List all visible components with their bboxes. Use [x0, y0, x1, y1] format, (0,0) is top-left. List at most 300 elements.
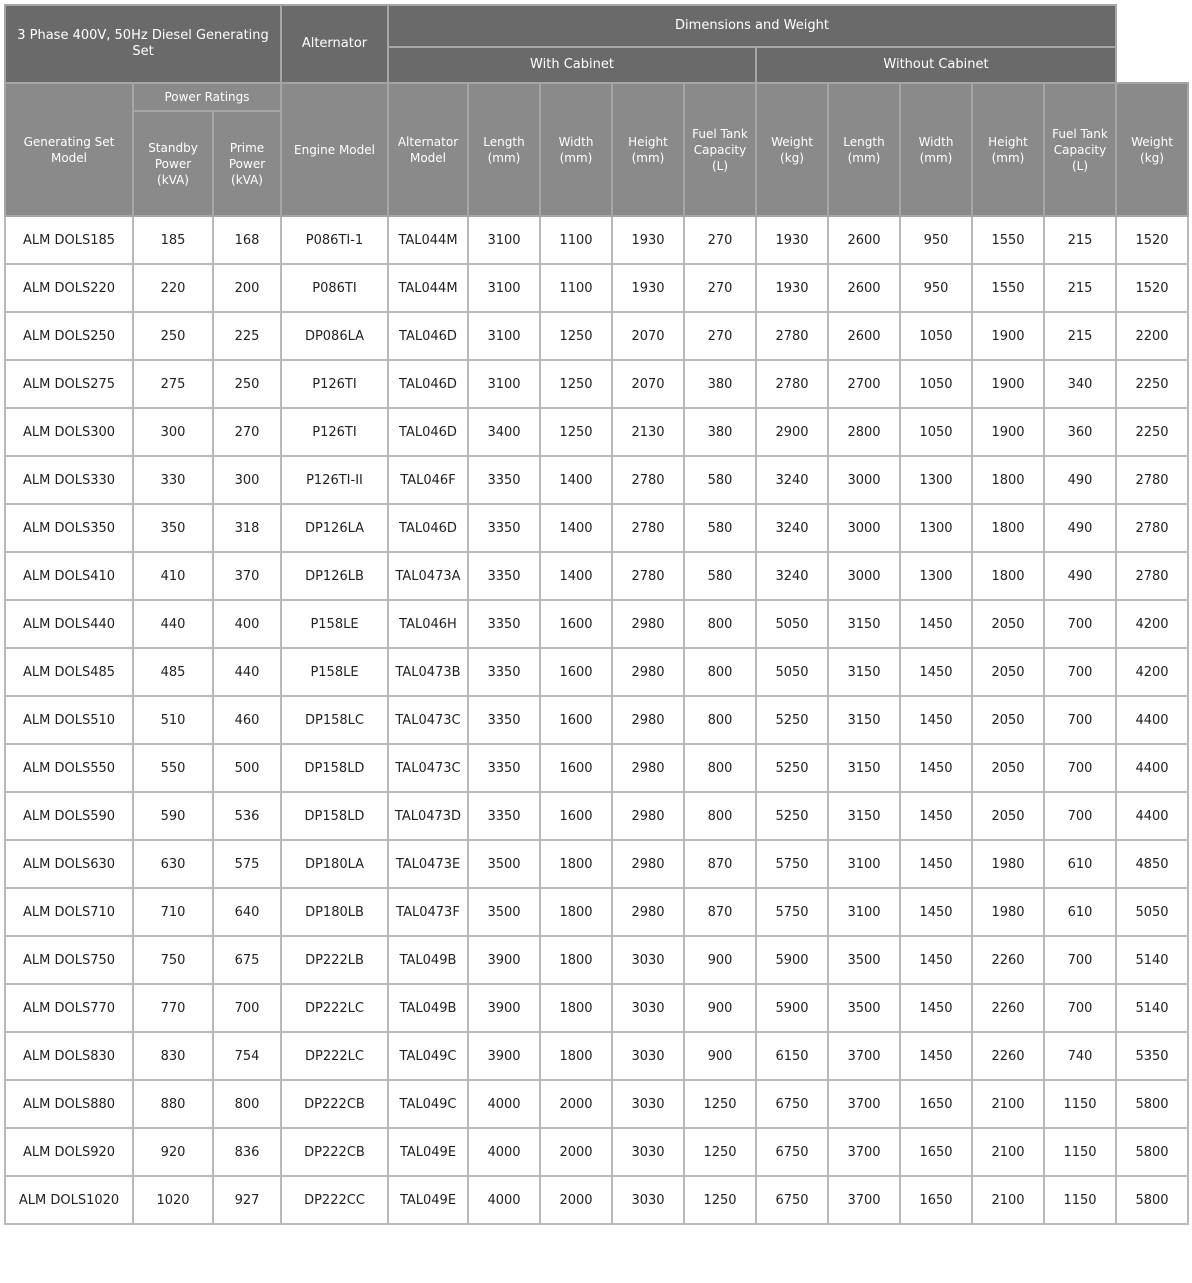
cell-weight-cab: 6150 [756, 1032, 828, 1080]
cell-engine-model: DP222CB [281, 1128, 388, 1176]
cell-weight-cab: 3240 [756, 456, 828, 504]
cell-model: ALM DOLS485 [5, 648, 133, 696]
cell-fuel-nocab: 610 [1044, 888, 1116, 936]
cell-length-nocab: 3000 [828, 552, 900, 600]
table-row [5, 360, 1188, 408]
cell-width-cab: 1800 [540, 840, 612, 888]
cell-engine-model: P086TI-1 [281, 216, 388, 264]
cell-prime-power: 370 [213, 552, 281, 600]
cell-engine-model: P158LE [281, 600, 388, 648]
cell-weight-nocab: 4400 [1116, 696, 1188, 744]
cell-width-cab: 2000 [540, 1080, 612, 1128]
cell-weight-nocab: 2250 [1116, 360, 1188, 408]
col-header-length-nocab: Length (mm) [828, 83, 900, 216]
cell-model: ALM DOLS185 [5, 216, 133, 264]
cell-fuel-cab: 1250 [684, 1128, 756, 1176]
cell-alternator-model: TAL046D [388, 504, 468, 552]
cell-height-nocab: 1800 [972, 456, 1044, 504]
cell-model: ALM DOLS300 [5, 408, 133, 456]
cell-height-cab: 2980 [612, 888, 684, 936]
table-row [5, 1128, 1188, 1176]
cell-length-cab: 3400 [468, 408, 540, 456]
cell-engine-model: DP126LB [281, 552, 388, 600]
cell-weight-nocab: 5800 [1116, 1128, 1188, 1176]
cell-width-nocab: 1450 [900, 840, 972, 888]
cell-height-nocab: 2050 [972, 696, 1044, 744]
cell-weight-nocab: 1520 [1116, 216, 1188, 264]
cell-length-nocab: 2600 [828, 216, 900, 264]
cell-standby-power: 485 [133, 648, 213, 696]
cell-standby-power: 510 [133, 696, 213, 744]
dimensions-weight-header: Dimensions and Weight [388, 5, 1116, 47]
cell-height-cab: 3030 [612, 1032, 684, 1080]
cell-fuel-nocab: 215 [1044, 312, 1116, 360]
cell-height-nocab: 2050 [972, 744, 1044, 792]
cell-standby-power: 275 [133, 360, 213, 408]
cell-model: ALM DOLS275 [5, 360, 133, 408]
cell-weight-nocab: 5800 [1116, 1080, 1188, 1128]
cell-length-nocab: 2800 [828, 408, 900, 456]
cell-width-cab: 1800 [540, 984, 612, 1032]
cell-alternator-model: TAL0473A [388, 552, 468, 600]
cell-height-nocab: 2100 [972, 1128, 1044, 1176]
cell-length-nocab: 3500 [828, 984, 900, 1032]
table-row [5, 552, 1188, 600]
table-header [5, 5, 1188, 216]
table-title: 3 Phase 400V, 50Hz Diesel Generating Set [5, 5, 281, 83]
cell-prime-power: 225 [213, 312, 281, 360]
cell-fuel-cab: 270 [684, 264, 756, 312]
cell-height-cab: 2980 [612, 792, 684, 840]
cell-weight-cab: 6750 [756, 1128, 828, 1176]
cell-fuel-cab: 380 [684, 408, 756, 456]
cell-width-nocab: 1050 [900, 312, 972, 360]
cell-engine-model: P126TI [281, 408, 388, 456]
cell-width-cab: 2000 [540, 1128, 612, 1176]
cell-weight-nocab: 2780 [1116, 552, 1188, 600]
cell-width-nocab: 1300 [900, 456, 972, 504]
cell-weight-cab: 5250 [756, 696, 828, 744]
cell-height-cab: 3030 [612, 984, 684, 1032]
cell-model: ALM DOLS630 [5, 840, 133, 888]
cell-weight-nocab: 4850 [1116, 840, 1188, 888]
cell-engine-model: DP222LB [281, 936, 388, 984]
cell-alternator-model: TAL044M [388, 216, 468, 264]
cell-length-cab: 3900 [468, 984, 540, 1032]
cell-model: ALM DOLS410 [5, 552, 133, 600]
cell-model: ALM DOLS750 [5, 936, 133, 984]
power-ratings-header: Power Ratings [133, 83, 281, 111]
cell-engine-model: DP222LC [281, 984, 388, 1032]
cell-model: ALM DOLS550 [5, 744, 133, 792]
table-row [5, 600, 1188, 648]
cell-weight-cab: 2780 [756, 360, 828, 408]
cell-length-cab: 3350 [468, 696, 540, 744]
cell-weight-cab: 5050 [756, 648, 828, 696]
cell-height-cab: 3030 [612, 1080, 684, 1128]
cell-alternator-model: TAL0473C [388, 744, 468, 792]
cell-standby-power: 590 [133, 792, 213, 840]
cell-height-nocab: 2100 [972, 1176, 1044, 1224]
cell-weight-nocab: 4200 [1116, 648, 1188, 696]
cell-fuel-cab: 800 [684, 648, 756, 696]
cell-height-cab: 2780 [612, 456, 684, 504]
cell-height-cab: 2070 [612, 312, 684, 360]
cell-width-cab: 2000 [540, 1176, 612, 1224]
col-header-width-nocab: Width (mm) [900, 83, 972, 216]
cell-weight-nocab: 5050 [1116, 888, 1188, 936]
cell-length-cab: 4000 [468, 1176, 540, 1224]
col-header-length-cab: Length (mm) [468, 83, 540, 216]
cell-length-nocab: 3700 [828, 1176, 900, 1224]
cell-width-cab: 1600 [540, 792, 612, 840]
cell-fuel-nocab: 1150 [1044, 1128, 1116, 1176]
cell-standby-power: 250 [133, 312, 213, 360]
cell-width-nocab: 1650 [900, 1176, 972, 1224]
cell-height-cab: 2980 [612, 696, 684, 744]
cell-weight-nocab: 4400 [1116, 792, 1188, 840]
cell-alternator-model: TAL046D [388, 360, 468, 408]
cell-model: ALM DOLS710 [5, 888, 133, 936]
cell-width-cab: 1600 [540, 744, 612, 792]
cell-alternator-model: TAL049C [388, 1032, 468, 1080]
cell-prime-power: 270 [213, 408, 281, 456]
cell-length-nocab: 3700 [828, 1128, 900, 1176]
cell-width-nocab: 1450 [900, 984, 972, 1032]
cell-fuel-nocab: 700 [1044, 648, 1116, 696]
cell-prime-power: 836 [213, 1128, 281, 1176]
cell-weight-nocab: 2780 [1116, 504, 1188, 552]
cell-standby-power: 350 [133, 504, 213, 552]
cell-length-cab: 3900 [468, 1032, 540, 1080]
table-row [5, 888, 1188, 936]
cell-width-cab: 1100 [540, 216, 612, 264]
table-row [5, 408, 1188, 456]
cell-standby-power: 330 [133, 456, 213, 504]
cell-alternator-model: TAL0473F [388, 888, 468, 936]
cell-model: ALM DOLS590 [5, 792, 133, 840]
cell-standby-power: 770 [133, 984, 213, 1032]
cell-length-cab: 3350 [468, 648, 540, 696]
cell-model: ALM DOLS250 [5, 312, 133, 360]
cell-model: ALM DOLS920 [5, 1128, 133, 1176]
col-header-height-cab: Height (mm) [612, 83, 684, 216]
col-header-weight-cab: Weight (kg) [756, 83, 828, 216]
cell-length-cab: 3100 [468, 360, 540, 408]
cell-fuel-nocab: 700 [1044, 696, 1116, 744]
cell-width-cab: 1600 [540, 696, 612, 744]
cell-weight-nocab: 5140 [1116, 984, 1188, 1032]
cell-length-cab: 3500 [468, 888, 540, 936]
cell-fuel-cab: 270 [684, 312, 756, 360]
cell-engine-model: DP180LA [281, 840, 388, 888]
cell-standby-power: 550 [133, 744, 213, 792]
cell-weight-cab: 5050 [756, 600, 828, 648]
cell-weight-cab: 2900 [756, 408, 828, 456]
cell-fuel-cab: 380 [684, 360, 756, 408]
cell-weight-nocab: 4200 [1116, 600, 1188, 648]
cell-prime-power: 675 [213, 936, 281, 984]
table-row [5, 264, 1188, 312]
cell-height-nocab: 2050 [972, 600, 1044, 648]
cell-prime-power: 200 [213, 264, 281, 312]
with-cabinet-header: With Cabinet [388, 47, 756, 83]
cell-standby-power: 710 [133, 888, 213, 936]
cell-width-nocab: 1450 [900, 888, 972, 936]
cell-engine-model: DP086LA [281, 312, 388, 360]
cell-length-nocab: 3000 [828, 504, 900, 552]
cell-prime-power: 400 [213, 600, 281, 648]
cell-prime-power: 300 [213, 456, 281, 504]
cell-fuel-cab: 800 [684, 600, 756, 648]
table-row [5, 984, 1188, 1032]
cell-length-nocab: 3150 [828, 744, 900, 792]
cell-width-nocab: 1050 [900, 408, 972, 456]
cell-width-nocab: 950 [900, 264, 972, 312]
cell-weight-cab: 3240 [756, 504, 828, 552]
cell-height-nocab: 2050 [972, 792, 1044, 840]
cell-fuel-cab: 1250 [684, 1176, 756, 1224]
cell-fuel-cab: 800 [684, 792, 756, 840]
cell-length-cab: 3350 [468, 744, 540, 792]
cell-model: ALM DOLS510 [5, 696, 133, 744]
cell-height-nocab: 1900 [972, 408, 1044, 456]
cell-width-nocab: 1450 [900, 696, 972, 744]
cell-length-nocab: 3000 [828, 456, 900, 504]
cell-height-cab: 1930 [612, 264, 684, 312]
cell-width-cab: 1800 [540, 936, 612, 984]
cell-fuel-nocab: 700 [1044, 936, 1116, 984]
cell-width-nocab: 1300 [900, 552, 972, 600]
cell-alternator-model: TAL046D [388, 408, 468, 456]
cell-model: ALM DOLS350 [5, 504, 133, 552]
cell-width-cab: 1400 [540, 552, 612, 600]
cell-engine-model: DP158LD [281, 744, 388, 792]
cell-prime-power: 440 [213, 648, 281, 696]
cell-prime-power: 800 [213, 1080, 281, 1128]
cell-engine-model: DP222CC [281, 1176, 388, 1224]
cell-alternator-model: TAL049C [388, 1080, 468, 1128]
cell-standby-power: 880 [133, 1080, 213, 1128]
cell-model: ALM DOLS770 [5, 984, 133, 1032]
cell-engine-model: DP158LD [281, 792, 388, 840]
cell-weight-cab: 5250 [756, 792, 828, 840]
col-header-engine-model: Engine Model [281, 83, 388, 216]
cell-width-nocab: 1450 [900, 600, 972, 648]
cell-height-nocab: 1550 [972, 216, 1044, 264]
cell-weight-cab: 6750 [756, 1176, 828, 1224]
cell-fuel-nocab: 360 [1044, 408, 1116, 456]
cell-height-cab: 1930 [612, 216, 684, 264]
cell-prime-power: 460 [213, 696, 281, 744]
cell-alternator-model: TAL049B [388, 984, 468, 1032]
cell-fuel-cab: 900 [684, 1032, 756, 1080]
cell-fuel-cab: 870 [684, 840, 756, 888]
cell-height-cab: 2130 [612, 408, 684, 456]
cell-engine-model: DP158LC [281, 696, 388, 744]
table-row [5, 312, 1188, 360]
cell-model: ALM DOLS220 [5, 264, 133, 312]
cell-fuel-cab: 800 [684, 744, 756, 792]
cell-height-cab: 2780 [612, 504, 684, 552]
cell-length-nocab: 3100 [828, 888, 900, 936]
cell-fuel-cab: 870 [684, 888, 756, 936]
cell-fuel-nocab: 700 [1044, 600, 1116, 648]
cell-weight-cab: 5250 [756, 744, 828, 792]
cell-alternator-model: TAL044M [388, 264, 468, 312]
cell-width-cab: 1800 [540, 1032, 612, 1080]
cell-prime-power: 754 [213, 1032, 281, 1080]
col-header-prime: Prime Power (kVA) [213, 111, 281, 216]
cell-height-cab: 2980 [612, 648, 684, 696]
cell-fuel-cab: 900 [684, 984, 756, 1032]
cell-fuel-cab: 580 [684, 456, 756, 504]
table-row [5, 1080, 1188, 1128]
cell-width-nocab: 1450 [900, 744, 972, 792]
cell-width-nocab: 1450 [900, 936, 972, 984]
col-header-height-nocab: Height (mm) [972, 83, 1044, 216]
cell-prime-power: 168 [213, 216, 281, 264]
cell-width-cab: 1250 [540, 360, 612, 408]
cell-weight-cab: 5900 [756, 984, 828, 1032]
cell-length-cab: 3350 [468, 792, 540, 840]
table-row [5, 840, 1188, 888]
cell-height-cab: 2070 [612, 360, 684, 408]
cell-height-nocab: 1800 [972, 552, 1044, 600]
col-header-fuel-nocab: Fuel Tank Capacity (L) [1044, 83, 1116, 216]
table-body [5, 216, 1188, 1224]
cell-model: ALM DOLS440 [5, 600, 133, 648]
cell-fuel-nocab: 700 [1044, 792, 1116, 840]
cell-fuel-cab: 580 [684, 552, 756, 600]
cell-alternator-model: TAL046D [388, 312, 468, 360]
col-header-width-cab: Width (mm) [540, 83, 612, 216]
cell-alternator-model: TAL046F [388, 456, 468, 504]
cell-height-nocab: 1800 [972, 504, 1044, 552]
cell-length-cab: 4000 [468, 1080, 540, 1128]
cell-prime-power: 575 [213, 840, 281, 888]
cell-width-nocab: 1300 [900, 504, 972, 552]
cell-model: ALM DOLS1020 [5, 1176, 133, 1224]
cell-length-nocab: 3700 [828, 1080, 900, 1128]
cell-standby-power: 1020 [133, 1176, 213, 1224]
cell-weight-cab: 5750 [756, 840, 828, 888]
table-row [5, 504, 1188, 552]
cell-length-cab: 4000 [468, 1128, 540, 1176]
cell-length-cab: 3350 [468, 456, 540, 504]
cell-fuel-cab: 800 [684, 696, 756, 744]
cell-height-nocab: 2260 [972, 1032, 1044, 1080]
cell-standby-power: 830 [133, 1032, 213, 1080]
cell-alternator-model: TAL046H [388, 600, 468, 648]
cell-fuel-cab: 580 [684, 504, 756, 552]
table-row [5, 1032, 1188, 1080]
cell-length-cab: 3350 [468, 504, 540, 552]
cell-alternator-model: TAL049B [388, 936, 468, 984]
cell-standby-power: 630 [133, 840, 213, 888]
cell-model: ALM DOLS330 [5, 456, 133, 504]
cell-height-nocab: 1980 [972, 840, 1044, 888]
col-header-alternator-model: Alternator Model [388, 83, 468, 216]
col-header-fuel-cab: Fuel Tank Capacity (L) [684, 83, 756, 216]
cell-prime-power: 927 [213, 1176, 281, 1224]
cell-standby-power: 185 [133, 216, 213, 264]
cell-height-nocab: 1900 [972, 312, 1044, 360]
cell-width-nocab: 1650 [900, 1128, 972, 1176]
without-cabinet-header: Without Cabinet [756, 47, 1116, 83]
cell-engine-model: P126TI-II [281, 456, 388, 504]
cell-width-nocab: 950 [900, 216, 972, 264]
cell-width-cab: 1400 [540, 504, 612, 552]
cell-weight-cab: 6750 [756, 1080, 828, 1128]
cell-weight-cab: 3240 [756, 552, 828, 600]
cell-fuel-nocab: 490 [1044, 456, 1116, 504]
cell-height-cab: 2980 [612, 744, 684, 792]
cell-height-cab: 2980 [612, 840, 684, 888]
cell-height-cab: 3030 [612, 1176, 684, 1224]
cell-length-cab: 3100 [468, 216, 540, 264]
cell-width-cab: 1600 [540, 648, 612, 696]
cell-weight-nocab: 2200 [1116, 312, 1188, 360]
cell-length-nocab: 3500 [828, 936, 900, 984]
cell-length-nocab: 3100 [828, 840, 900, 888]
cell-weight-nocab: 4400 [1116, 744, 1188, 792]
cell-engine-model: DP180LB [281, 888, 388, 936]
cell-prime-power: 318 [213, 504, 281, 552]
generator-spec-table [4, 4, 1189, 1225]
cell-weight-nocab: 2780 [1116, 456, 1188, 504]
cell-standby-power: 220 [133, 264, 213, 312]
cell-fuel-nocab: 490 [1044, 552, 1116, 600]
cell-prime-power: 250 [213, 360, 281, 408]
cell-weight-nocab: 1520 [1116, 264, 1188, 312]
cell-fuel-cab: 1250 [684, 1080, 756, 1128]
cell-prime-power: 536 [213, 792, 281, 840]
cell-prime-power: 640 [213, 888, 281, 936]
cell-height-cab: 2980 [612, 600, 684, 648]
cell-fuel-nocab: 1150 [1044, 1080, 1116, 1128]
cell-engine-model: P126TI [281, 360, 388, 408]
col-header-model: Generating Set Model [5, 83, 133, 216]
table-row [5, 456, 1188, 504]
cell-fuel-nocab: 1150 [1044, 1176, 1116, 1224]
cell-length-cab: 3350 [468, 600, 540, 648]
cell-fuel-nocab: 215 [1044, 216, 1116, 264]
cell-fuel-nocab: 700 [1044, 744, 1116, 792]
cell-engine-model: P158LE [281, 648, 388, 696]
cell-length-nocab: 3150 [828, 696, 900, 744]
cell-weight-cab: 1930 [756, 216, 828, 264]
cell-length-nocab: 3150 [828, 792, 900, 840]
cell-alternator-model: TAL0473B [388, 648, 468, 696]
cell-height-nocab: 1550 [972, 264, 1044, 312]
cell-weight-nocab: 5140 [1116, 936, 1188, 984]
cell-fuel-cab: 900 [684, 936, 756, 984]
cell-model: ALM DOLS880 [5, 1080, 133, 1128]
cell-height-nocab: 1900 [972, 360, 1044, 408]
cell-length-nocab: 2600 [828, 264, 900, 312]
cell-fuel-nocab: 490 [1044, 504, 1116, 552]
cell-length-cab: 3500 [468, 840, 540, 888]
cell-height-nocab: 2050 [972, 648, 1044, 696]
cell-fuel-nocab: 340 [1044, 360, 1116, 408]
cell-standby-power: 440 [133, 600, 213, 648]
cell-height-nocab: 2260 [972, 984, 1044, 1032]
cell-width-cab: 1600 [540, 600, 612, 648]
cell-height-cab: 2780 [612, 552, 684, 600]
table-row [5, 216, 1188, 264]
cell-length-nocab: 2700 [828, 360, 900, 408]
